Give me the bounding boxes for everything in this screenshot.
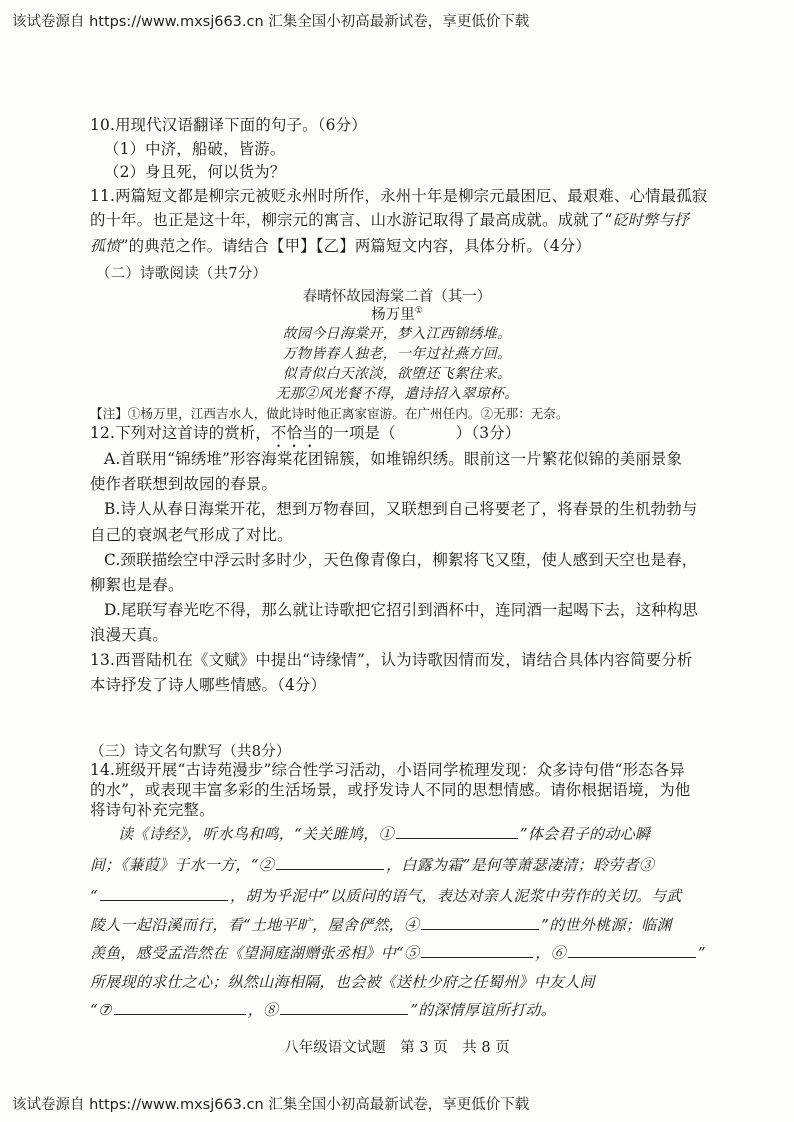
q11-quote-part-1: 砭时弊与抒 bbox=[612, 211, 690, 229]
blank-5-marker: ⑤ bbox=[403, 944, 420, 962]
q12-stem-a: 12.下列对这首诗的赏析， bbox=[90, 424, 271, 442]
q12-stem-emphasis: 不恰当 bbox=[270, 424, 318, 442]
poem-line-4: 无那②风光餐不得，遣诗招入翠琼杯。 bbox=[275, 386, 519, 402]
q14-text-1a: 读《诗经》，听水鸟和鸣，“关关雎鸠， bbox=[118, 825, 379, 843]
q14-text-3a: “ bbox=[90, 887, 98, 905]
blank-8[interactable] bbox=[280, 1000, 408, 1015]
watermark-bottom: 该试卷源自 https://www.mxsj663.cn 汇集全国小初高最新试卷，享更低价下载 bbox=[12, 1097, 530, 1113]
blank-4[interactable] bbox=[421, 915, 539, 930]
blank-1-marker: ① bbox=[378, 825, 394, 843]
poem-author-note-mark: ① bbox=[414, 306, 423, 317]
q14-text-7c: ”的深情厚谊所打动。 bbox=[410, 1001, 557, 1019]
q11-line-3-text: ”的典范之作。请结合【甲】【乙】两篇短文内容，具体分析。（4分） bbox=[120, 237, 591, 255]
q14-line-4 bbox=[90, 914, 672, 935]
q14-text-3b: ，胡为乎泥中”以质问的语气，表达对亲人泥浆中劳作的关切。与武 bbox=[229, 887, 682, 905]
q14-line-6: 所展现的求仕之心；纵然山海相隔，也会被《送杜少府之任蜀州》中友人间 bbox=[90, 973, 595, 991]
q14-stem-1: 14.班级开展“古诗苑漫步”综合性学习活动，小语同学梳理发现：众多诗句借“形态各异 bbox=[90, 761, 685, 779]
footer-page-number: 3 bbox=[419, 1040, 429, 1056]
q14-text-5b: ， bbox=[535, 944, 551, 962]
q11-line-1: 11.两篇短文都是柳宗元被贬永州时所作，永州十年是柳宗元最困厄、最艰难、心情最孤寂 bbox=[90, 187, 708, 205]
page-footer bbox=[0, 1036, 794, 1057]
poem-author-line bbox=[0, 303, 794, 324]
q10-sentence-1: （1）中济，船破，皆游。 bbox=[104, 140, 286, 158]
q14-text-1b: ”体会君子的动心瞬 bbox=[519, 825, 651, 843]
blank-5[interactable] bbox=[421, 943, 533, 958]
q12-option-a-line-1: A.首联用“锦绣堆”形容海棠花团锦簇，如堆锦织绣。眼前这一片繁花似锦的美丽景象 bbox=[104, 450, 683, 468]
q13-line-2: 本诗抒发了诗人哪些情感。（4分） bbox=[90, 676, 327, 694]
poem-line-3: 似青似白天浓淡，欲堕还飞絮往来。 bbox=[282, 366, 512, 382]
poem-author: 杨万里 bbox=[371, 307, 415, 323]
q11-line-3 bbox=[90, 234, 591, 256]
q14-stem-2: 的水”，或表现丰富多彩的生活场景，或抒发诗人不同的思想情感。请你根据语境，为他 bbox=[90, 781, 691, 799]
blank-4-marker: ④ bbox=[403, 916, 420, 934]
poem-note: 【注】①杨万里，江西吉水人，做此诗时他正离家宦游。在广州任内。②无那：无奈。 bbox=[90, 406, 569, 421]
q12-stem-c: ）（3分） bbox=[455, 424, 521, 442]
blank-2-marker: ② bbox=[258, 856, 275, 874]
footer-prefix: 八年级语文试题 第 bbox=[284, 1040, 415, 1056]
q14-line-7 bbox=[90, 999, 556, 1020]
q14-line-5 bbox=[90, 942, 706, 963]
watermark-top: 该试卷源自 https://www.mxsj663.cn 汇集全国小初高最新试卷，享更低价下载 bbox=[12, 14, 530, 30]
blank-7-marker: ⑦ bbox=[97, 1001, 112, 1019]
blank-1[interactable] bbox=[396, 824, 518, 839]
q14-text-5a: 羡鱼，感受孟浩然在《望洞庭湖赠张丞相》中“ bbox=[90, 944, 404, 962]
q12-stem-b: 的一项是（ bbox=[317, 424, 396, 442]
q14-text-7a: “ bbox=[90, 1001, 98, 1019]
q12-option-c-line-2: 柳絮也是春。 bbox=[90, 576, 184, 594]
q14-text-2a: 间；《蒹葭》于水一方，“ bbox=[90, 856, 259, 874]
section-2-heading: （二）诗歌阅读（共7分） bbox=[96, 266, 268, 282]
q12-option-c-line-1: C.颈联描绘空中浮云时多时少，天色像青像白，柳絮将飞又堕，使人感到天空也是春， bbox=[104, 551, 698, 569]
q10-sentence-2: （2）身且死，何以货为？ bbox=[104, 163, 286, 181]
poem-line-1: 故园今日海棠开，梦入江西锦绣堆。 bbox=[282, 326, 512, 342]
q14-stem-3: 将诗句补充完整。 bbox=[90, 801, 215, 819]
blank-8-marker: ⑧ bbox=[263, 1001, 279, 1019]
section-3-heading: （三）诗文名句默写（共8分） bbox=[90, 744, 291, 760]
q13-line-1: 13.西晋陆机在《文赋》中提出“诗缘情”，认为诗歌因情而发，请结合具体内容简要分析 bbox=[90, 651, 693, 669]
q11-line-2 bbox=[90, 208, 689, 230]
q14-text-7b: ， bbox=[247, 1001, 264, 1019]
q14-line-1 bbox=[118, 823, 650, 844]
blank-6[interactable] bbox=[568, 943, 696, 958]
footer-mid: 页 共 bbox=[433, 1040, 477, 1056]
blank-2[interactable] bbox=[276, 855, 384, 870]
q12-option-a-line-2: 使作者联想到故园的春景。 bbox=[90, 475, 278, 493]
q14-line-2 bbox=[90, 854, 654, 875]
poem-line-2: 万物皆春人独老，一年过社燕方回。 bbox=[282, 346, 512, 362]
q11-line-2-text: 的十年。也正是这十年，柳宗元的寓言、山水游记取得了最高成就。成就了“ bbox=[90, 211, 613, 229]
footer-total-pages: 8 bbox=[481, 1040, 491, 1056]
blank-6-marker: ⑥ bbox=[550, 944, 566, 962]
q14-text-4a: 陵人一起沿溪而行，看“土地平旷，屋舍俨然， bbox=[90, 916, 404, 934]
blank-7[interactable] bbox=[114, 1000, 246, 1015]
q10-stem: 10.用现代汉语翻译下面的句子。（6分） bbox=[90, 116, 367, 134]
q14-line-3 bbox=[90, 885, 682, 906]
footer-suffix: 页 bbox=[495, 1040, 510, 1056]
blank-3[interactable] bbox=[100, 886, 228, 901]
q14-text-4b: ”的世外桃源；临渊 bbox=[541, 916, 672, 934]
q12-option-b-line-1: B.诗人从春日海棠开花，想到万物春回，又联想到自己将要老了，将春景的生机勃勃与 bbox=[104, 500, 698, 518]
q14-text-5c: ” bbox=[697, 944, 706, 962]
q12-option-d-line-1: D.尾联写春光吃不得，那么就让诗歌把它招引到酒杯中，连同酒一起喝下去，这种构思 bbox=[104, 601, 698, 619]
q12-option-b-line-2: 自己的衰飒老气形成了对比。 bbox=[90, 526, 293, 544]
q12-option-d-line-2: 浪漫天真。 bbox=[90, 626, 168, 644]
poem-title: 春晴怀故园海棠二首（其一） bbox=[302, 289, 492, 305]
blank-3-marker: ③ bbox=[638, 856, 655, 874]
q11-quote-part-2: 孤愤 bbox=[90, 237, 121, 255]
q14-text-2b: ，白露为霜”是何等萧瑟凄清；聆劳者 bbox=[386, 856, 639, 874]
